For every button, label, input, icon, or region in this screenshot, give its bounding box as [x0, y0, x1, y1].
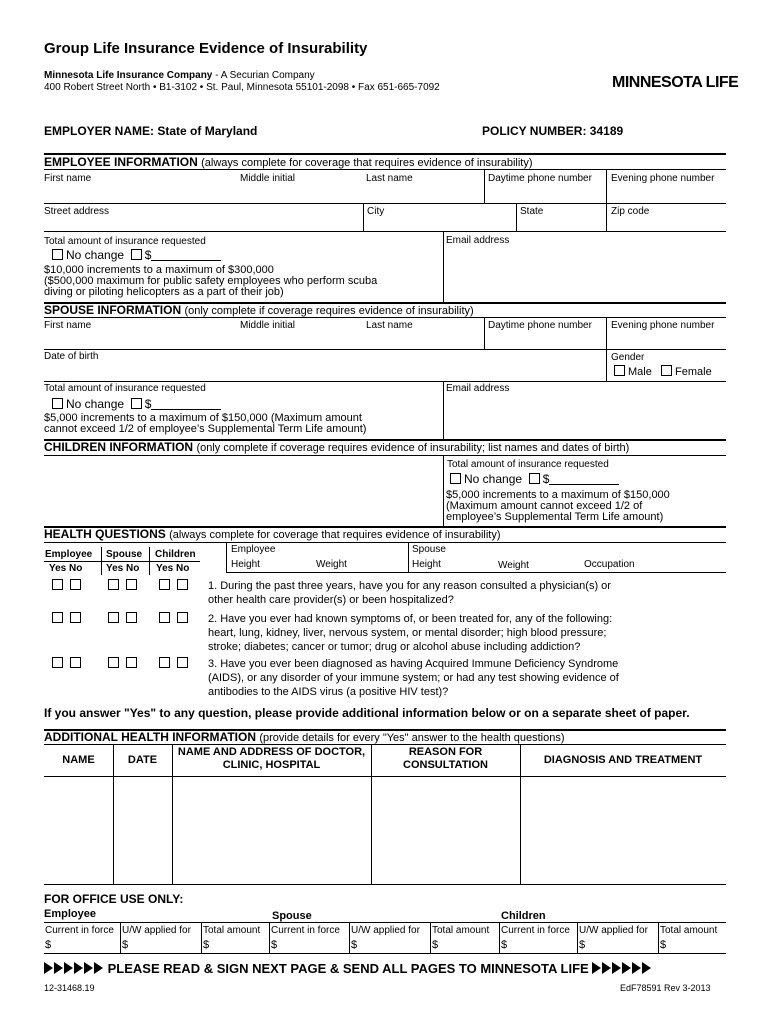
- form-number-left: 12-31468.19: [44, 983, 95, 993]
- spouse-amount-options: No change $: [52, 397, 221, 411]
- employee-zip-field[interactable]: Zip code: [611, 206, 650, 217]
- office-uw-applied-for-label: U/W applied for: [351, 925, 420, 936]
- if-yes-instruction: If you answer "Yes" to any question, please provide additional information below or on a separate sheet of paper.: [44, 706, 690, 720]
- q3-spouse-no-checkbox[interactable]: [126, 657, 137, 668]
- office-amount-field[interactable]: $: [432, 939, 439, 951]
- employee-no-change-checkbox[interactable]: [52, 249, 63, 260]
- spouse-amount-input[interactable]: [151, 399, 221, 410]
- employee-amount-rules: $10,000 increments to a maximum of $300,000 ($500,000 maximum for public safety employees who perform scuba diving or piloting helicopters as a part of their job): [44, 264, 378, 298]
- q3-children-no-checkbox[interactable]: [177, 657, 188, 668]
- q1-employee-no-checkbox[interactable]: [70, 579, 81, 590]
- form-number-right: EdF78591 Rev 3-2013: [620, 983, 711, 993]
- q2-employee-no-checkbox[interactable]: [70, 612, 81, 623]
- children-total-amount-label: Total amount of insurance requested: [447, 459, 609, 470]
- employee-info-heading: EMPLOYEE INFORMATION (always complete for coverage that requires evidence of insurability): [44, 155, 533, 169]
- children-amount-rules: $5,000 increments to a maximum of $150,000 (Maximum amount cannot exceed 1/2 of employee’s Supplemental Term Life amount): [446, 489, 670, 523]
- office-amount-field[interactable]: $: [45, 939, 52, 951]
- employee-middle-initial-field[interactable]: Middle initial: [240, 173, 296, 184]
- spouse-total-amount-label: Total amount of insurance requested: [44, 383, 206, 394]
- q1-children-yes-checkbox[interactable]: [159, 579, 170, 590]
- spouse-gender-label: Gender: [611, 352, 645, 363]
- spouse-dob-field[interactable]: Date of birth: [44, 351, 99, 362]
- col-date-header: DATE: [127, 754, 158, 766]
- q2-employee-yes-checkbox[interactable]: [52, 612, 63, 623]
- employee-hw-label: Employee: [231, 544, 276, 555]
- col-name-header: NAME: [62, 754, 95, 766]
- q3-employee-no-checkbox[interactable]: [70, 657, 81, 668]
- q2-spouse-yes-checkbox[interactable]: [108, 612, 119, 623]
- office-amount-field[interactable]: $: [660, 939, 667, 951]
- office-current-in-force-label: Current in force: [501, 925, 570, 936]
- employee-weight-field[interactable]: Weight: [316, 559, 347, 570]
- employee-state-field[interactable]: State: [520, 206, 544, 217]
- office-amount-field[interactable]: $: [203, 939, 210, 951]
- company-line: Minnesota Life Insurance Company - A Securian Company: [44, 70, 315, 81]
- company-address: 400 Robert Street North • B1-3102 • St. Paul, Minnesota 55101-2098 • Fax 651-665-7092: [44, 82, 440, 93]
- minnesota-life-logo: MINNESOTA LIFE: [612, 74, 739, 91]
- spouse-first-name-field[interactable]: First name: [44, 320, 92, 331]
- employee-city-field[interactable]: City: [367, 206, 385, 217]
- spouse-weight-field[interactable]: Weight: [498, 560, 529, 571]
- office-spouse-label: Spouse: [272, 910, 312, 922]
- office-uw-applied-for-label: U/W applied for: [579, 925, 648, 936]
- col-employee-label: Employee: [45, 549, 93, 560]
- footer-banner: PLEASE READ & SIGN NEXT PAGE & SEND ALL PAGES TO MINNESOTA LIFE: [44, 961, 726, 976]
- occupation-field[interactable]: Occupation: [584, 559, 635, 570]
- q3-spouse-yes-checkbox[interactable]: [108, 657, 119, 668]
- policy-number: POLICY NUMBER: 34189: [482, 124, 624, 138]
- office-uw-applied-for-label: U/W applied for: [122, 925, 191, 936]
- office-total-amount-label: Total amount: [203, 925, 261, 936]
- health-question-2: 2. Have you ever had known symptoms of, or been treated for, any of the following: heart, lung, kidney, liver, nervous system, or mental disorder; high blood pressure; stroke; diabetes; cancer or tumor; drug or alcohol abuse including addiction?: [208, 613, 613, 653]
- employee-daytime-phone-field[interactable]: Daytime phone number: [488, 173, 592, 184]
- employee-amount-options: No change $: [52, 248, 221, 262]
- office-use-heading: FOR OFFICE USE ONLY:: [44, 892, 184, 906]
- employee-amount-input[interactable]: [151, 250, 221, 261]
- office-employee-label: Employee: [44, 908, 96, 920]
- office-amount-field[interactable]: $: [501, 939, 508, 951]
- q3-children-yes-checkbox[interactable]: [159, 657, 170, 668]
- spouse-no-change-checkbox[interactable]: [52, 398, 63, 409]
- additional-health-entry-area[interactable]: [45, 777, 725, 883]
- spouse-middle-initial-field[interactable]: Middle initial: [240, 320, 296, 331]
- employee-total-amount-label: Total amount of insurance requested: [44, 236, 206, 247]
- office-total-amount-label: Total amount: [660, 925, 718, 936]
- spouse-amount-rules: $5,000 increments to a maximum of $150,000 (Maximum amount cannot exceed 1/2 of employee’s Supplemental Term Life amount): [44, 412, 367, 435]
- col-doctor-header: NAME AND ADDRESS OF DOCTOR, CLINIC, HOSPITAL: [177, 746, 366, 771]
- spouse-evening-phone-field[interactable]: Evening phone number: [611, 320, 715, 331]
- col-spouse-label: Spouse: [106, 549, 143, 560]
- office-current-in-force-label: Current in force: [45, 925, 114, 936]
- children-amount-input[interactable]: [549, 474, 619, 485]
- spouse-email-field[interactable]: Email address: [446, 383, 510, 394]
- employer-name: EMPLOYER NAME: State of Maryland: [44, 124, 258, 138]
- col-diagnosis-header: DIAGNOSIS AND TREATMENT: [543, 754, 703, 766]
- office-children-label: Children: [501, 910, 546, 922]
- yes-no-employee: Yes No: [49, 563, 83, 574]
- office-current-in-force-label: Current in force: [271, 925, 340, 936]
- children-amount-options: No change $: [450, 472, 619, 486]
- children-amount-checkbox[interactable]: [529, 473, 540, 484]
- q2-children-yes-checkbox[interactable]: [159, 612, 170, 623]
- yes-no-children: Yes No: [156, 563, 190, 574]
- spouse-male-checkbox[interactable]: [614, 365, 625, 376]
- arrows-right-icon: [592, 961, 652, 976]
- q1-spouse-no-checkbox[interactable]: [126, 579, 137, 590]
- office-amount-field[interactable]: $: [579, 939, 586, 951]
- office-total-amount-label: Total amount: [432, 925, 490, 936]
- spouse-gender-options: Male Female: [614, 365, 712, 378]
- additional-health-heading: ADDITIONAL HEALTH INFORMATION (provide details for every "Yes" answer to the health questions): [44, 730, 565, 744]
- q1-spouse-yes-checkbox[interactable]: [108, 579, 119, 590]
- children-no-change-checkbox[interactable]: [450, 473, 461, 484]
- employee-amount-checkbox[interactable]: [131, 249, 142, 260]
- yes-no-spouse: Yes No: [106, 563, 140, 574]
- health-questions-heading: HEALTH QUESTIONS (always complete for coverage that requires evidence of insurability): [44, 527, 501, 541]
- form-title: Group Life Insurance Evidence of Insurability: [44, 40, 368, 57]
- q2-spouse-no-checkbox[interactable]: [126, 612, 137, 623]
- employee-last-name-field[interactable]: Last name: [366, 173, 413, 184]
- employee-first-name-field[interactable]: First name: [44, 173, 92, 184]
- spouse-info-heading: SPOUSE INFORMATION (only complete if coverage requires evidence of insurability): [44, 303, 474, 317]
- q1-employee-yes-checkbox[interactable]: [52, 579, 63, 590]
- spouse-height-field[interactable]: Height: [412, 559, 441, 570]
- office-amount-field[interactable]: $: [122, 939, 129, 951]
- spouse-amount-checkbox[interactable]: [131, 398, 142, 409]
- q1-children-no-checkbox[interactable]: [177, 579, 188, 590]
- employee-email-field[interactable]: Email address: [446, 235, 510, 246]
- health-question-3: 3. Have you ever been diagnosed as having Acquired Immune Deficiency Syndrome (AIDS), or any disorder of your immune system; or had any test showing evidence of antibodies to the AIDS virus (a positive HIV test)?: [208, 658, 619, 698]
- employee-evening-phone-field[interactable]: Evening phone number: [611, 173, 715, 184]
- employee-height-field[interactable]: Height: [231, 559, 260, 570]
- arrows-left-icon: [44, 961, 104, 976]
- q2-children-no-checkbox[interactable]: [177, 612, 188, 623]
- col-children-label: Children: [155, 549, 196, 560]
- employee-street-field[interactable]: Street address: [44, 206, 110, 217]
- health-question-1: 1. During the past three years, have you for any reason consulted a physician(s) or other health care provider(s) or been hospitalized?: [208, 580, 611, 606]
- office-amount-field[interactable]: $: [271, 939, 278, 951]
- spouse-daytime-phone-field[interactable]: Daytime phone number: [488, 320, 592, 331]
- col-reason-header: REASON FOR CONSULTATION: [403, 746, 488, 771]
- children-info-heading: CHILDREN INFORMATION (only complete if coverage requires evidence of insurability; list names and dates of birth): [44, 440, 630, 454]
- spouse-hw-label: Spouse: [412, 544, 446, 555]
- office-amount-field[interactable]: $: [351, 939, 358, 951]
- spouse-last-name-field[interactable]: Last name: [366, 320, 413, 331]
- spouse-female-checkbox[interactable]: [661, 365, 672, 376]
- q3-employee-yes-checkbox[interactable]: [52, 657, 63, 668]
